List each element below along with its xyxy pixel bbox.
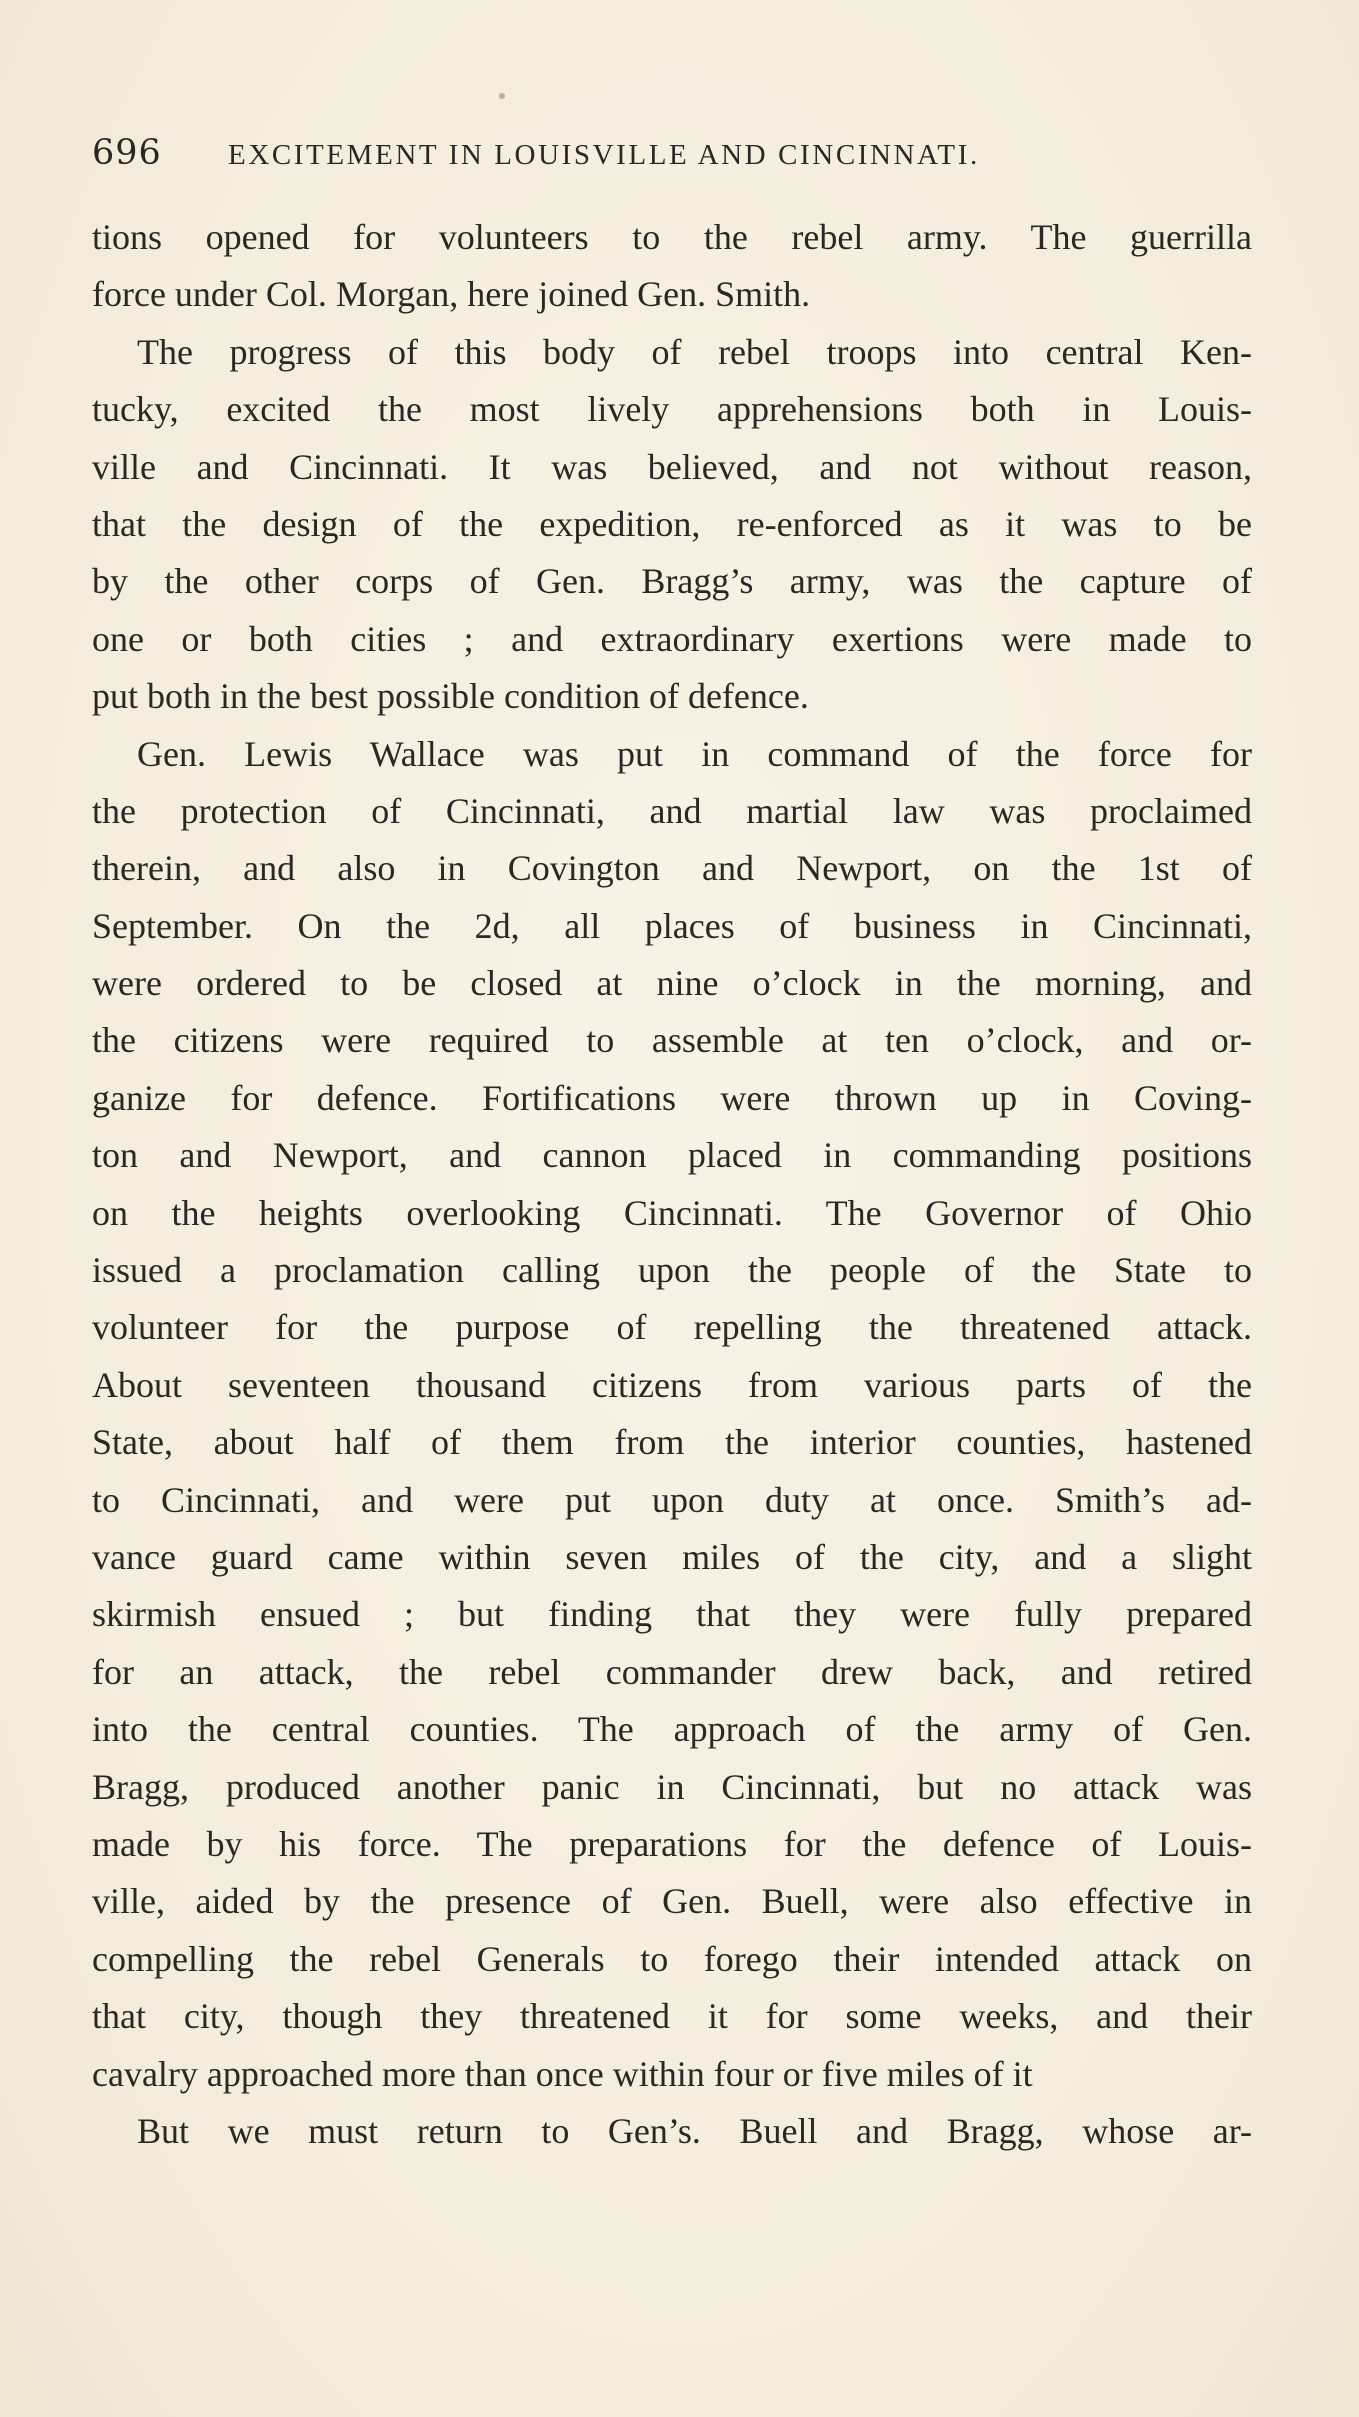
text-line: vance guard came within seven miles of the city, and a slight (92, 1536, 1252, 1577)
text-line: ville, aided by the presence of Gen. Buell, were also effective in (92, 1881, 1252, 1922)
text-line: ganize for defence. Fortifications were thrown up in Coving- (92, 1077, 1252, 1118)
text-line: Bragg, produced another panic in Cincinnati, but no attack was (92, 1766, 1252, 1807)
text-line: ton and Newport, and cannon placed in commanding positions (92, 1135, 1252, 1176)
text-line: into the central counties. The approach of the army of Gen. (92, 1709, 1252, 1750)
text-line: About seventeen thousand citizens from various parts of the (92, 1364, 1252, 1405)
text-line: issued a proclamation calling upon the people of the State to (92, 1250, 1252, 1291)
printing-mark (499, 93, 505, 99)
text-line: by the other corps of Gen. Bragg’s army, was the capture of (92, 561, 1252, 602)
paragraph-start-line: The progress of this body of rebel troops into central Ken- (137, 331, 1252, 372)
text-line: for an attack, the rebel commander drew back, and retired (92, 1651, 1252, 1692)
page-number: 696 (92, 133, 162, 173)
text-line: to Cincinnati, and were put upon duty at once. Smith’s ad- (92, 1479, 1252, 1520)
text-line: one or both cities ; and extraordinary exertions were made to (92, 618, 1252, 659)
text-line: force under Col. Morgan, here joined Gen. Smith. (92, 274, 811, 315)
running-title: EXCITEMENT IN LOUISVILLE AND CINCINNATI. (228, 139, 980, 171)
text-line: tions opened for volunteers to the rebel army. The guerrilla (92, 217, 1252, 257)
text-line: that the design of the expedition, re-enforced as it was to be (92, 503, 1252, 544)
text-line: volunteer for the purpose of repelling the threatened attack. (92, 1307, 1252, 1348)
paragraph-start-line: Gen. Lewis Wallace was put in command of the force for (137, 733, 1252, 774)
page-header (92, 128, 1252, 178)
text-line: September. On the 2d, all places of business in Cincinnati, (92, 905, 1252, 946)
text-line: tucky, excited the most lively apprehensions both in Louis- (92, 389, 1252, 430)
text-line: made by his force. The preparations for the defence of Louis- (92, 1823, 1252, 1864)
text-line: compelling the rebel Generals to forego their intended attack on (92, 1938, 1252, 1979)
text-line: that city, though they threatened it for some weeks, and their (92, 1996, 1252, 2037)
text-line: the citizens were required to assemble at ten o’clock, and or- (92, 1020, 1252, 1061)
text-line: cavalry approached more than once within four or five miles of it (92, 2053, 1033, 2094)
body-text (92, 209, 1252, 2160)
text-line: State, about half of them from the interior counties, hastened (92, 1422, 1252, 1463)
text-line: were ordered to be closed at nine o’clock in the morning, and (92, 963, 1252, 1004)
text-line: ville and Cincinnati. It was believed, and not without reason, (92, 446, 1252, 487)
text-line: put both in the best possible condition of defence. (92, 676, 809, 717)
text-line: the protection of Cincinnati, and martial law was proclaimed (92, 790, 1252, 831)
paragraph-start-line: But we must return to Gen’s. Buell and Bragg, whose ar- (137, 2110, 1252, 2151)
text-line: on the heights overlooking Cincinnati. The Governor of Ohio (92, 1192, 1252, 1233)
text-line: therein, and also in Covington and Newport, on the 1st of (92, 848, 1252, 889)
text-line: skirmish ensued ; but finding that they were fully prepared (92, 1594, 1252, 1635)
